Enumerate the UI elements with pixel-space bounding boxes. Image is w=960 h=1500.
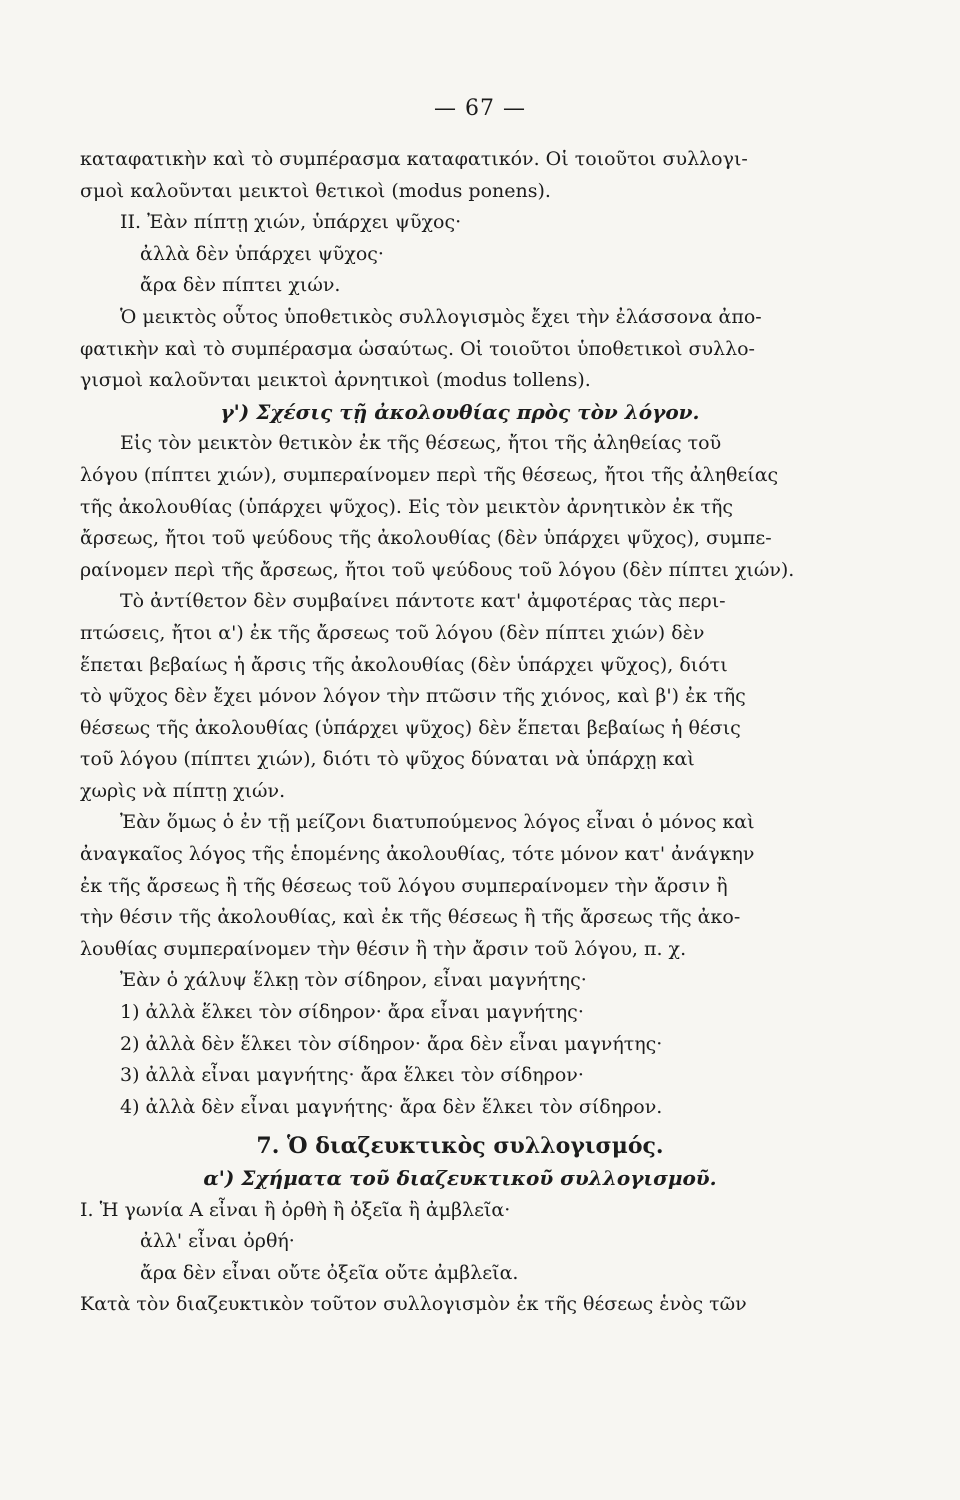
text-line: ἀλλ' εἶναι ὀρθή· [140,1230,295,1253]
paragraph-line: Ἐὰν ὅμως ὁ ἐν τῇ μείζονι διατυπούμενος λόγος εἶναι ὁ μόνος καὶ [120,811,755,834]
text-line: φατικὴν καὶ τὸ συμπέρασμα ὡσαύτως. Οἱ τοιοῦτοι ὑποθετικοὶ συλλο- [80,337,755,360]
paragraph-line: πτώσεις, ἤτοι α') ἐκ τῆς ἄρσεως τοῦ λόγου (δὲν πίπτει χιών) δὲν [80,621,705,644]
paragraph-line: Τὸ ἀντίθετον δὲν συμβαίνει πάντοτε κατ' ἀμφοτέρας τὰς περι- [120,590,726,613]
paragraph-line: ἀναγκαῖος λόγος τῆς ἑπομένης ἀκολουθίας, τότε μόνον κατ' ἀνάγκην [80,843,755,866]
paragraph-line: τοῦ λόγου (πίπτει χιών), διότι τὸ ψῦχος δύναται νὰ ὑπάρχῃ καὶ [80,748,695,771]
section-heading: 7. Ὁ διαζευκτικὸς συλλογισμός. [256,1133,664,1160]
page-number: — 67 — [434,96,526,121]
example-line: 4) ἀλλὰ δὲν εἶναι μαγνήτης· ἄρα δὲν ἕλκει τὸν σίδηρον. [120,1095,663,1118]
text-line: σμοὶ καλοῦνται μεικτοὶ θετικοὶ (modus ponens). [80,179,551,202]
example-line: Ἐὰν ὁ χάλυψ ἕλκῃ τὸν σίδηρον, εἶναι μαγνήτης· [120,969,587,992]
paragraph-line: τὴν θέσιν τῆς ἀκολουθίας, καὶ ἐκ τῆς θέσεως ἢ τῆς ἄρσεως τῆς ἀκο- [80,906,741,929]
text-line: II. Ἐὰν πίπτῃ χιών, ὑπάρχει ψῦχος· [120,211,462,234]
text-line: I. Ἡ γωνία Α εἶναι ἢ ὀρθὴ ἢ ὀξεῖα ἢ ἀμβλεῖα· [80,1198,511,1221]
text-line: ἄρα δὲν εἶναι οὔτε ὀξεῖα οὔτε ἀμβλεῖα. [140,1261,519,1284]
paragraph-line: ἄρσεως, ἤτοι τοῦ ψεύδους τῆς ἀκολουθίας (δὲν ὑπάρχει ψῦχος), συμπε- [80,527,772,550]
paragraph-line: τῆς ἀκολουθίας (ὑπάρχει ψῦχος). Εἰς τὸν μεικτὸν ἀρνητικὸν ἐκ τῆς [80,495,734,518]
paragraph-line: ἐκ τῆς ἄρσεως ἢ τῆς θέσεως τοῦ λόγου συμπεραίνομεν τὴν ἄρσιν ἢ [80,874,728,897]
example-line: 1) ἀλλὰ ἕλκει τὸν σίδηρον· ἄρα εἶναι μαγνήτης· [120,1001,584,1024]
example-line: 3) ἀλλὰ εἶναι μαγνήτης· ἄρα ἕλκει τὸν σίδηρον· [120,1064,584,1087]
text-line: ἄρα δὲν πίπτει χιών. [140,274,341,297]
text-line: ἀλλὰ δὲν ὑπάρχει ψῦχος· [140,242,384,265]
section-subheading: α') Σχήματα τοῦ διαζευκτικοῦ συλλογισμοῦ. [203,1166,717,1190]
paragraph-line: λουθίας συμπεραίνομεν τὴν θέσιν ἢ τὴν ἄρσιν τοῦ λόγου, π. χ. [80,937,687,960]
paragraph-line: τὸ ψῦχος δὲν ἔχει μόνον λόγον τὴν πτῶσιν τῆς χιόνος, καὶ β') ἐκ τῆς [80,685,746,708]
paragraph-line: χωρὶς νὰ πίπτῃ χιών. [80,779,286,802]
paragraph-line: λόγου (πίπτει χιών), συμπεραίνομεν περὶ τῆς θέσεως, ἤτοι τῆς ἀληθείας [80,463,779,486]
example-line: 2) ἀλλὰ δὲν ἕλκει τὸν σίδηρον· ἄρα δὲν εἶναι μαγνήτης· [120,1032,663,1055]
text-line: Ὁ μεικτὸς οὗτος ὑποθετικὸς συλλογισμὸς ἔχει τὴν ἐλάσσονα ἀπο- [120,305,762,328]
paragraph-line: ραίνομεν περὶ τῆς ἄρσεως, ἤτοι τοῦ ψεύδους τοῦ λόγου (δὲν πίπτει χιών). [80,558,795,581]
paragraph-line: Εἰς τὸν μεικτὸν θετικὸν ἐκ τῆς θέσεως, ἤτοι τῆς ἀληθείας τοῦ [120,432,722,455]
paragraph-line: ἕπεται βεβαίως ἡ ἄρσις τῆς ἀκολουθίας (δὲν ὑπάρχει ψῦχος), διότι [80,653,728,676]
page-body [80,144,840,1321]
text-line: Κατὰ τὸν διαζευκτικὸν τοῦτον συλλογισμὸν ἐκ τῆς θέσεως ἑνὸς τῶν [80,1293,747,1316]
text-line: καταφατικὴν καὶ τὸ συμπέρασμα καταφατικόν. Οἱ τοιοῦτοι συλλογι- [80,148,748,170]
paragraph-line: θέσεως τῆς ἀκολουθίας (ὑπάρχει ψῦχος) δὲν ἕπεται βεβαίως ἡ θέσις [80,716,741,739]
text-line: γισμοὶ καλοῦνται μεικτοὶ ἀρνητικοὶ (modus tollens). [80,369,591,392]
subheading: γ') Σχέσις τῇ ἀκολουθίας πρὸς τὸν λόγον. [220,399,700,424]
